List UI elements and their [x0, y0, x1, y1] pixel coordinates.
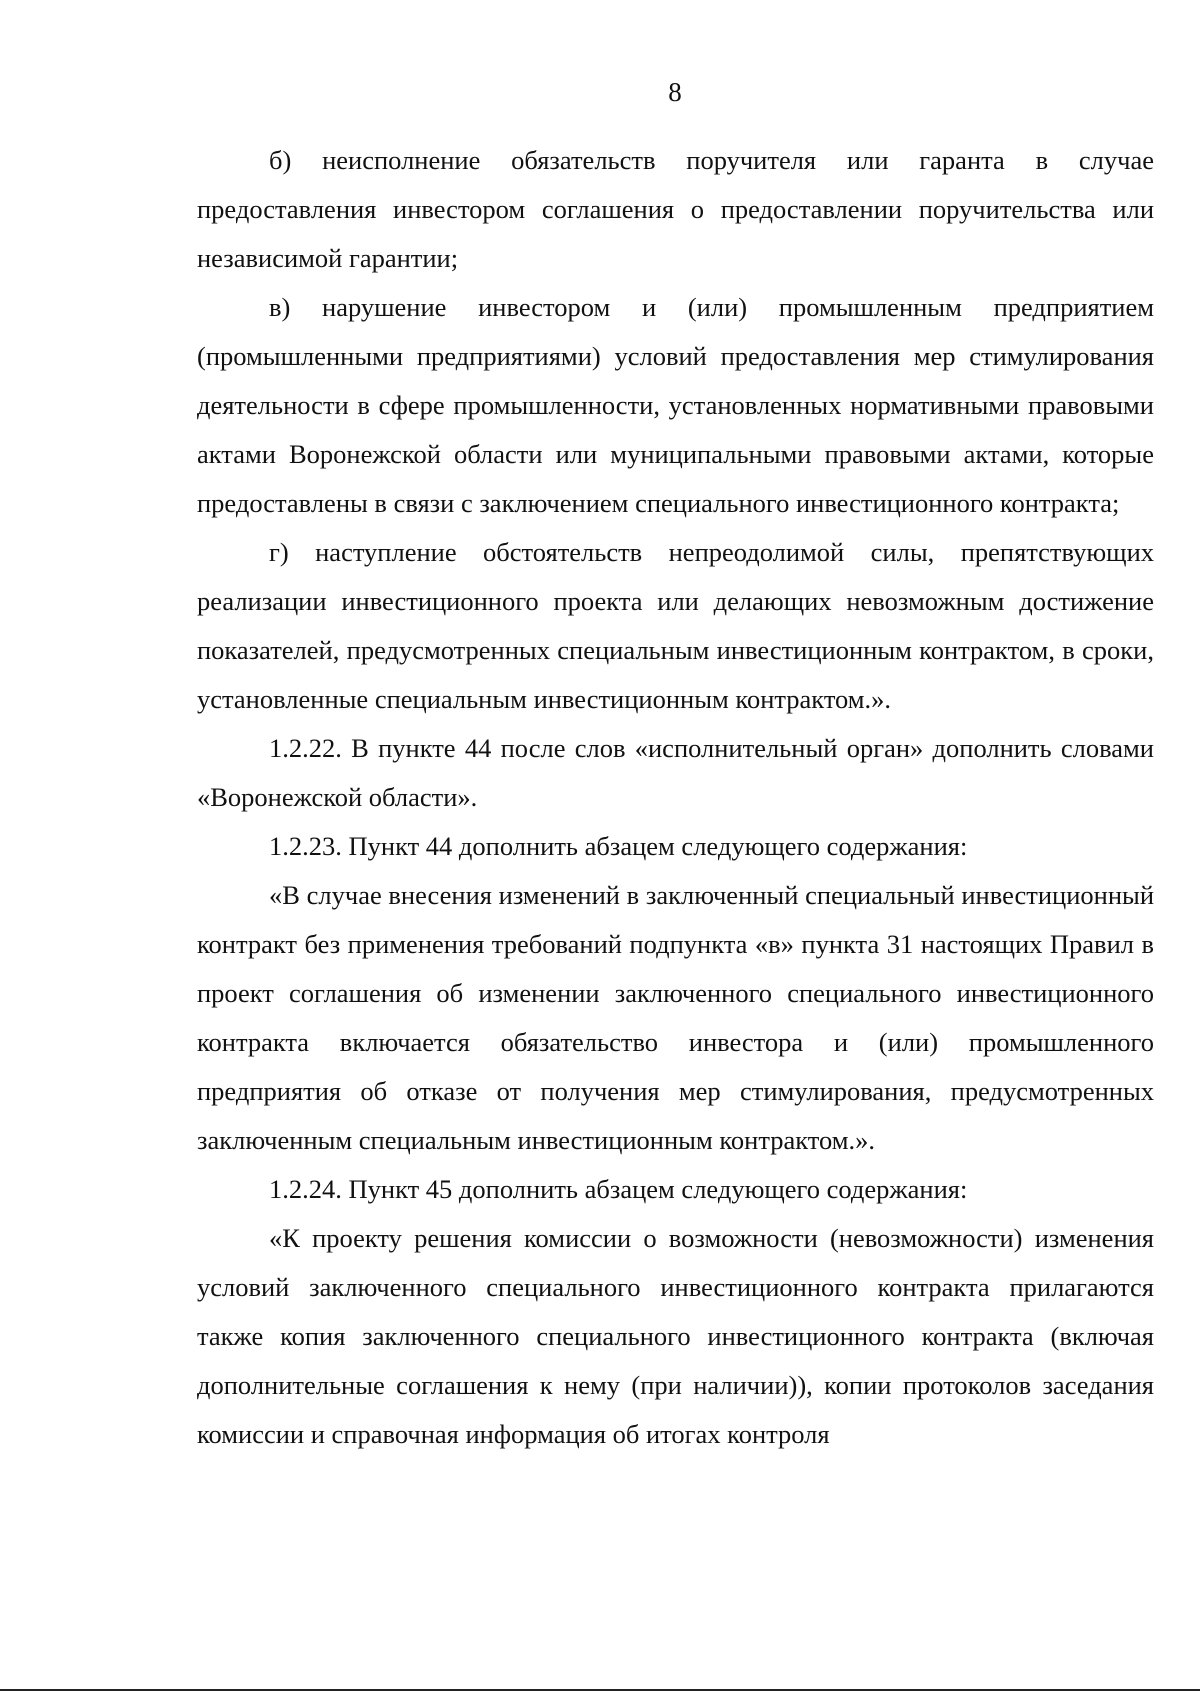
paragraph-b: б) неисполнение обязательств поручителя или гаранта в случае предоставления инвестором соглашения о предоставлении поручительства или независимой гарантии;	[197, 145, 1154, 273]
paragraph-1-2-23: 1.2.23. Пункт 44 дополнить абзацем следующего содержания:	[269, 831, 968, 861]
paragraph-1-2-23-quote: «В случае внесения изменений в заключенный специальный инвестиционный контракт без применения требований подпункта «в» пункта 31 настоящих Правил в проект соглашения об изменении заключенного специального инвестиционного контракта включается обязательство инвестора и (или) промышленного предприятия об отказе от получения мер стимулирования, предусмотренных заключенным специальным инвестиционным контрактом.».	[197, 880, 1154, 1155]
paragraph-1-2-24: 1.2.24. Пункт 45 дополнить абзацем следующего содержания:	[269, 1174, 968, 1204]
paragraph-g: г) наступление обстоятельств непреодолимой силы, препятствующих реализации инвестиционного проекта или делающих невозможным достижение показателей, предусмотренных специальным инвестиционным контрактом, в сроки, установленные специальным инвестиционным контрактом.».	[197, 537, 1154, 714]
page-number: 8	[668, 77, 682, 107]
document-body	[197, 136, 1154, 1459]
bottom-divider	[0, 1689, 1200, 1691]
paragraph-1-2-24-quote: «К проекту решения комиссии о возможности (невозможности) изменения условий заключенного специального инвестиционного контракта прилагаются также копия заключенного специального инвестиционного контракта (включая дополнительные соглашения к нему (при наличии)), копии протоколов заседания комиссии и справочная информация об итогах контроля	[197, 1223, 1154, 1449]
paragraph-1-2-22: 1.2.22. В пункте 44 после слов «исполнительный орган» дополнить словами «Воронежской области».	[197, 733, 1154, 812]
paragraph-v: в) нарушение инвестором и (или) промышленным предприятием (промышленными предприятиями) условий предоставления мер стимулирования деятельности в сфере промышленности, установленных нормативными правовыми актами Воронежской области или муниципальными правовыми актами, которые предоставлены в связи с заключением специального инвестиционного контракта;	[197, 292, 1154, 518]
